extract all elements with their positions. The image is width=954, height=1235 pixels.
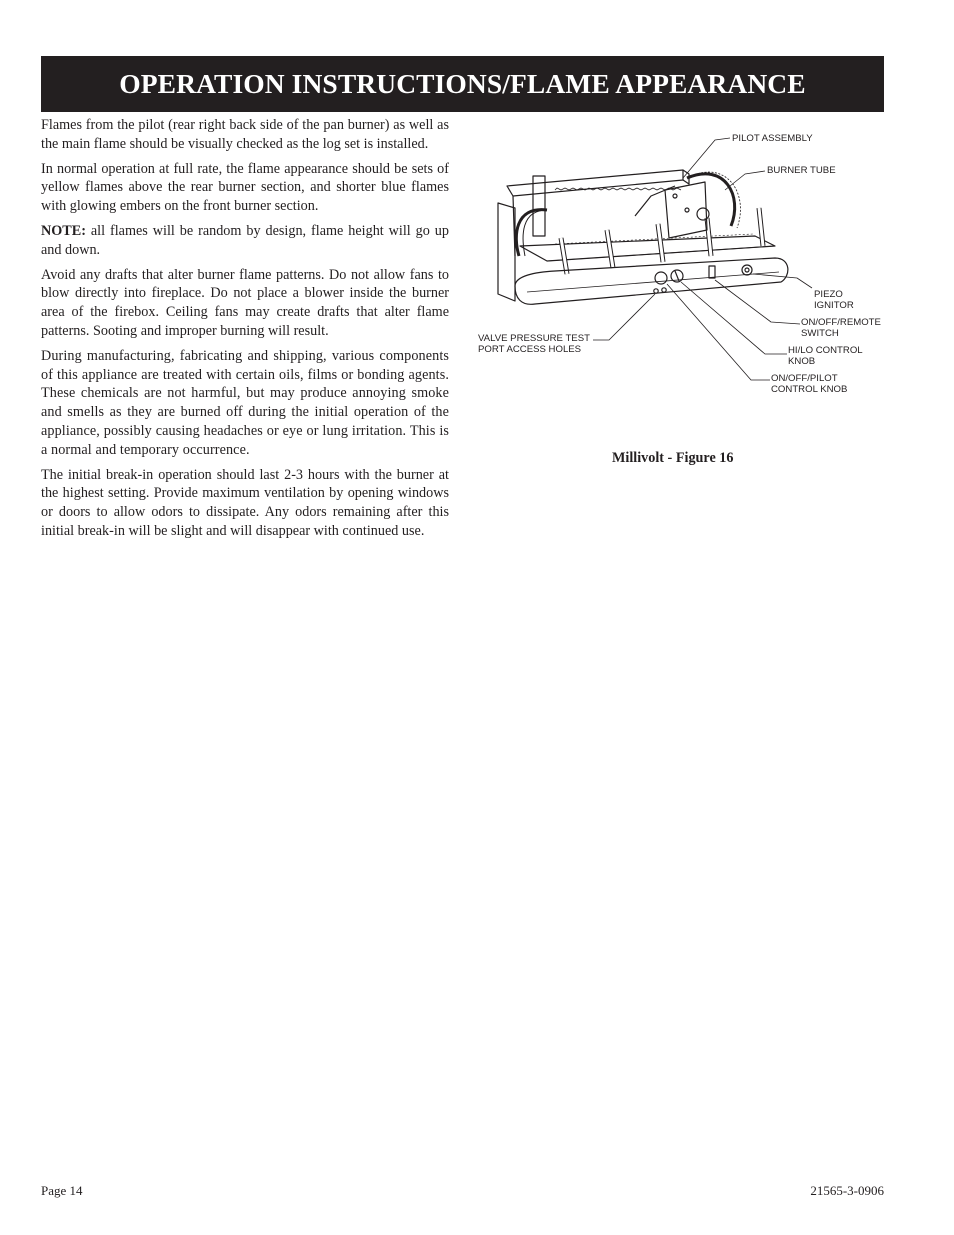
paragraph-note [41, 222, 449, 260]
note-label: NOTE: [41, 222, 86, 239]
callout-piezo-ignitor: PIEZO IGNITOR [814, 289, 854, 311]
paragraph-pilot-check: Flames from the pilot (rear right back side of the pan burner) as well as the main flame should be visually checked as the log set is installed. [41, 117, 449, 152]
callout-burner-tube: BURNER TUBE [767, 165, 836, 176]
callout-pilot-assembly: PILOT ASSEMBLY [732, 133, 813, 144]
section-title: OPERATION INSTRUCTIONS/FLAME APPEARANCE [119, 68, 806, 99]
figure-caption: Millivolt - Figure 16 [612, 450, 734, 466]
paragraph-break-in: The initial break-in operation should last 2-3 hours with the burner at the highest setting. Provide maximum ventilation by opening windows or doors to allow odors to dissipate. Any odors remaining after this initial break-in will be slight and will disappear with continued use. [41, 466, 449, 539]
paragraph-drafts: Avoid any drafts that alter burner flame patterns. Do not allow fans to blow directly into fireplace. Do not place a blower inside the burner area of the firebox. Ceiling fans may create drafts that alter flame patterns. Sooting and improper burning will result. [41, 266, 449, 339]
callout-hi-lo-control-knob: HI/LO CONTROL KNOB [788, 345, 863, 367]
section-header-bar [41, 56, 884, 112]
document-number: 21565-3-0906 [810, 1183, 884, 1198]
body-text-column [41, 116, 449, 547]
callout-on-off-pilot-control-knob: ON/OFF/PILOT CONTROL KNOB [771, 373, 848, 395]
note-text: all flames will be random by design, flame height will go up and down. [41, 222, 449, 258]
burner-figure [475, 126, 885, 406]
paragraph-manufacturing: During manufacturing, fabricating and shipping, various components of this appliance are treated with certain oils, films or bonding agents. These chemicals are not harmful, but may produce annoying smoke and smells as they are burned off during the initial operation of the appliance, possibly causing headaches or eye or lung irritation. This is a normal and temporary occurrence. [41, 347, 449, 458]
callout-on-off-remote-switch: ON/OFF/REMOTE SWITCH [801, 317, 881, 339]
page-number: Page 14 [41, 1183, 83, 1198]
paragraph-flame-appearance: In normal operation at full rate, the flame appearance should be sets of yellow flames above the rear burner section, and shorter blue flames with glowing embers on the front burner section. [41, 160, 449, 215]
callout-valve-pressure-test: VALVE PRESSURE TEST PORT ACCESS HOLES [478, 333, 590, 355]
